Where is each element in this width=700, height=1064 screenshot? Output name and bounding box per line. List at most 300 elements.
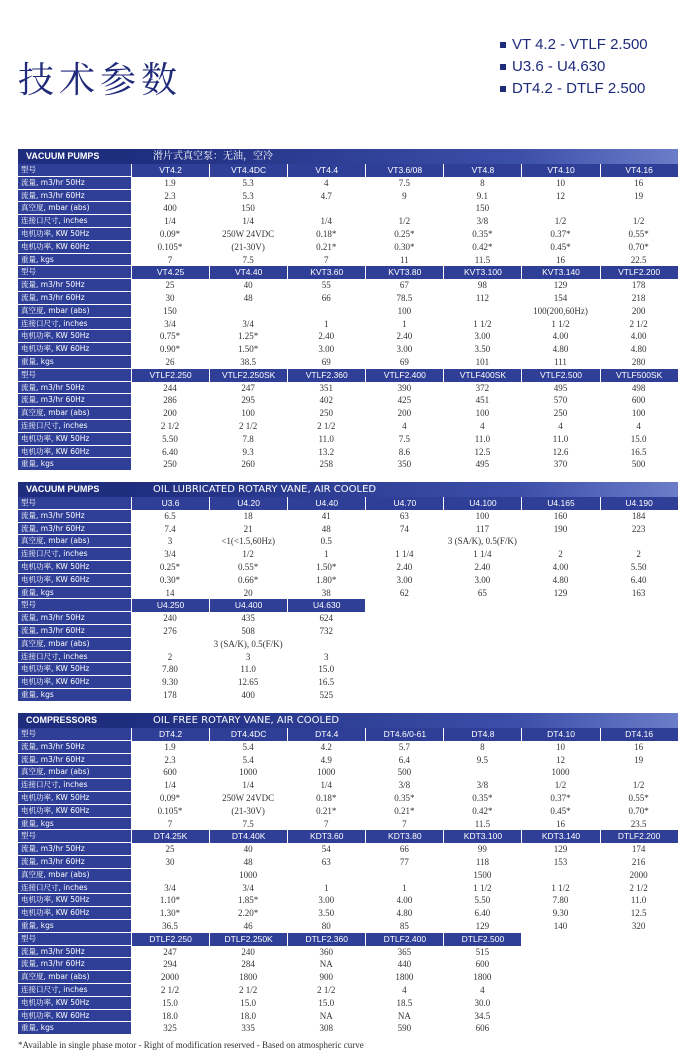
section-header xyxy=(18,149,678,164)
model-range-list xyxy=(500,34,648,100)
value-cell: 0.70* xyxy=(628,241,649,252)
spec-row xyxy=(18,663,678,676)
spec-row xyxy=(18,920,678,933)
spec-row xyxy=(18,907,678,920)
value-cell: 4.9 xyxy=(320,754,332,765)
value-cell: 525 xyxy=(319,689,333,700)
spec-row xyxy=(18,818,678,831)
spec-row xyxy=(18,241,678,254)
row-label: 型号 xyxy=(18,933,131,946)
value-cell: 350 xyxy=(397,459,412,470)
spec-row xyxy=(18,1022,678,1035)
value-cell: 11.0 xyxy=(552,433,569,444)
row-label: 电机功率, KW 60Hz xyxy=(18,1010,131,1023)
model-cell xyxy=(600,599,678,612)
value-cell: 11 xyxy=(399,254,409,265)
row-label: 真空度, mbar (abs) xyxy=(18,766,131,779)
row-label: 电机功率, KW 50Hz xyxy=(18,330,131,343)
value-cell: 6.5 xyxy=(164,510,176,521)
value-cell xyxy=(443,638,521,651)
value-cell: 10 xyxy=(556,741,566,752)
model-cell: DT4.2 xyxy=(131,728,209,741)
value-cell: 240 xyxy=(241,946,255,957)
value-cell: 3/4 xyxy=(164,882,176,893)
value-cell: 18.0 xyxy=(240,1010,257,1021)
row-label: 连接口尺寸, inches xyxy=(18,420,131,433)
section-category: VACUUM PUMPS xyxy=(18,149,131,164)
value-cell: 118 xyxy=(475,856,489,867)
value-cell: 2.3 xyxy=(164,754,176,765)
value-cell: 7.80 xyxy=(162,664,178,675)
value-cell: 38 xyxy=(321,587,331,598)
value-cell: 11.0 xyxy=(474,433,491,444)
value-cell: 4 xyxy=(636,420,641,431)
value-cell xyxy=(600,1010,678,1023)
spec-section xyxy=(18,149,678,471)
row-label: 流量, m3/hr 60Hz xyxy=(18,190,131,203)
spec-row xyxy=(18,458,678,471)
value-cell: 30 xyxy=(165,856,175,867)
row-label: 流量, m3/hr 50Hz xyxy=(18,279,131,292)
value-cell: 100 xyxy=(241,408,255,419)
value-cell: 5.3 xyxy=(242,177,254,188)
section-category: COMPRESSORS xyxy=(18,713,131,728)
value-cell: (21-30V) xyxy=(231,805,265,816)
value-cell: 3/4 xyxy=(164,318,176,329)
value-cell xyxy=(365,651,443,664)
value-cell: 34.5 xyxy=(474,1010,491,1021)
value-cell xyxy=(521,869,599,882)
value-cell: 335 xyxy=(241,1023,255,1034)
row-label: 电机功率, KW 50Hz xyxy=(18,561,131,574)
value-cell: 63 xyxy=(321,856,331,867)
value-cell: 2 xyxy=(636,549,641,560)
value-cell: 41 xyxy=(321,510,331,521)
row-label: 真空度, mbar (abs) xyxy=(18,535,131,548)
value-cell: 7.4 xyxy=(164,523,176,534)
value-cell: 62 xyxy=(399,587,409,598)
value-cell: 0.70* xyxy=(628,805,649,816)
value-cell xyxy=(600,971,678,984)
value-cell: 0.45* xyxy=(550,241,571,252)
value-cell: 1.85* xyxy=(238,895,259,906)
value-cell: 0.25* xyxy=(159,561,181,572)
row-label: 电机功率, KW 60Hz xyxy=(18,241,131,254)
value-cell: 2 1/2 xyxy=(239,984,258,995)
value-cell: 129 xyxy=(553,844,568,855)
model-cell: DTLF2.200 xyxy=(600,830,678,843)
model-cell: DT4.4DC xyxy=(209,728,287,741)
row-label: 重量, kgs xyxy=(18,689,131,702)
model-cell: VTLF2.360 xyxy=(287,369,365,382)
model-row xyxy=(18,164,678,177)
value-cell: 5.50 xyxy=(630,561,647,572)
value-cell: 63 xyxy=(399,510,409,521)
value-cell: 15.0 xyxy=(162,997,178,1008)
spec-row xyxy=(18,1010,678,1023)
value-cell: 1 1/4 xyxy=(395,549,414,560)
value-cell: 8 xyxy=(480,741,485,752)
value-cell: 600 xyxy=(163,767,177,778)
value-cell: 77 xyxy=(399,856,409,867)
value-cell: 295 xyxy=(241,395,255,406)
spec-row xyxy=(18,279,678,292)
value-cell: 5.3 xyxy=(242,190,254,201)
value-cell xyxy=(521,663,599,676)
value-cell: 244 xyxy=(163,382,177,393)
model-cell: DT4.25K xyxy=(131,830,209,843)
row-label: 流量, m3/hr 50Hz xyxy=(18,843,131,856)
value-cell: 154 xyxy=(553,292,568,303)
value-cell: NA xyxy=(319,1010,333,1021)
value-cell: 3/4 xyxy=(242,882,254,893)
value-cell xyxy=(600,766,678,779)
value-cell: 0.21* xyxy=(394,805,415,816)
value-cell: 0.42* xyxy=(472,241,493,252)
model-cell: DTLF2.250K xyxy=(209,933,287,946)
row-label: 连接口尺寸, inches xyxy=(18,882,131,895)
value-cell: 30.0 xyxy=(474,997,491,1008)
value-cell: 2.40 xyxy=(474,561,491,572)
section-description: OIL FREE ROTARY VANE, AIR COOLED xyxy=(131,713,678,728)
value-cell: 3/4 xyxy=(242,318,254,329)
value-cell: 184 xyxy=(631,510,646,521)
spec-row xyxy=(18,446,678,459)
value-cell: 55 xyxy=(321,280,331,291)
value-cell: 100 xyxy=(631,408,646,419)
spec-row xyxy=(18,254,678,267)
value-cell xyxy=(443,663,521,676)
model-cell: KDT3.140 xyxy=(521,830,599,843)
value-cell: 20 xyxy=(243,587,253,598)
value-cell: 129 xyxy=(475,920,490,931)
value-cell: 1 xyxy=(402,318,407,329)
value-cell: 500 xyxy=(631,459,646,470)
value-cell: 150 xyxy=(241,203,255,214)
value-cell: 16.5 xyxy=(318,677,335,688)
value-cell: 1/4 xyxy=(242,216,254,227)
value-cell: 0.21* xyxy=(316,805,337,816)
model-cell: VTLF2.500 xyxy=(521,369,599,382)
value-cell: 200 xyxy=(631,305,646,316)
section-description: OIL LUBRICATED ROTARY VANE, AIR COOLED xyxy=(131,482,678,497)
value-cell: 7.5 xyxy=(242,818,254,829)
spec-row xyxy=(18,420,678,433)
value-cell: 216 xyxy=(631,856,646,867)
value-cell: 284 xyxy=(241,959,255,970)
value-cell: 9.30 xyxy=(162,677,178,688)
value-cell: 1.50* xyxy=(238,344,259,355)
value-cell: 67 xyxy=(399,280,409,291)
value-cell: 5.4 xyxy=(242,741,254,752)
model-cell: VT4.16 xyxy=(600,164,678,177)
model-cell xyxy=(521,933,599,946)
value-cell xyxy=(443,612,521,625)
page-title: 技术参数 xyxy=(18,60,183,101)
model-cell: U4.630 xyxy=(287,599,365,612)
value-cell xyxy=(521,676,599,689)
row-label: 流量, m3/hr 50Hz xyxy=(18,510,131,523)
spec-row xyxy=(18,535,678,548)
value-cell: 11.0 xyxy=(240,664,256,675)
value-cell: 4.80 xyxy=(630,344,647,355)
value-cell: 12 xyxy=(556,754,566,765)
value-cell: 0.105* xyxy=(157,805,183,816)
value-cell: 1 xyxy=(323,882,329,893)
value-cell: 1.10* xyxy=(159,895,181,906)
row-label: 流量, m3/hr 60Hz xyxy=(18,958,131,971)
value-cell: 3.00 xyxy=(396,344,413,355)
spec-row xyxy=(18,882,678,895)
spec-section xyxy=(18,482,678,702)
row-label: 流量, m3/hr 50Hz xyxy=(18,946,131,959)
model-cell: KVT3.140 xyxy=(521,266,599,279)
value-cell: 23.5 xyxy=(630,818,647,829)
value-cell: 1/2 xyxy=(398,216,411,227)
value-cell: 6.40 xyxy=(474,908,491,919)
value-cell xyxy=(521,997,599,1010)
value-cell xyxy=(600,651,678,664)
model-cell xyxy=(365,599,443,612)
value-cell: 7.5 xyxy=(242,254,254,265)
model-cell: VT4.8 xyxy=(443,164,521,177)
value-cell: 2 1/2 xyxy=(239,420,258,431)
value-cell: 0.18* xyxy=(316,228,337,239)
value-cell: 247 xyxy=(163,946,177,957)
value-cell: 4.80 xyxy=(396,908,413,919)
value-cell: 18 xyxy=(243,510,253,521)
section-category: VACUUM PUMPS xyxy=(18,482,131,497)
value-cell: 250 xyxy=(553,408,568,419)
row-label: 电机功率, KW 60Hz xyxy=(18,574,131,587)
value-cell: 4.00 xyxy=(630,331,647,342)
value-cell: 12.5 xyxy=(630,908,647,919)
spec-row xyxy=(18,805,678,818)
row-label: 连接口尺寸, inches xyxy=(18,984,131,997)
model-row xyxy=(18,369,678,382)
spec-row xyxy=(18,971,678,984)
value-cell: 11.5 xyxy=(474,818,491,829)
row-label: 电机功率, KW 60Hz xyxy=(18,446,131,459)
spec-row xyxy=(18,638,678,651)
value-cell: 4.80 xyxy=(552,344,569,355)
row-label: 连接口尺寸, inches xyxy=(18,318,131,331)
value-cell: 9.30 xyxy=(552,908,569,919)
value-cell: 250W 24VDC xyxy=(222,228,275,239)
row-label: 流量, m3/hr 50Hz xyxy=(18,612,131,625)
value-cell: 1.30* xyxy=(159,908,181,919)
value-cell: 3 xyxy=(167,536,173,547)
value-cell: 1/2 xyxy=(632,780,645,791)
value-cell: 11.0 xyxy=(318,433,334,444)
spec-row xyxy=(18,754,678,767)
value-cell: 3.50 xyxy=(318,908,335,919)
value-cell: 100 xyxy=(475,408,490,419)
value-cell: 16 xyxy=(556,254,566,265)
value-cell: 9.3 xyxy=(242,446,254,457)
value-cell xyxy=(600,202,678,215)
spec-row xyxy=(18,587,678,600)
value-cell: 3.00 xyxy=(396,574,413,585)
row-label: 电机功率, KW 50Hz xyxy=(18,997,131,1010)
row-label: 真空度, mbar (abs) xyxy=(18,869,131,882)
row-label: 流量, m3/hr 50Hz xyxy=(18,741,131,754)
value-cell: 1800 xyxy=(395,972,414,983)
value-cell: 440 xyxy=(397,959,412,970)
value-cell: 18.5 xyxy=(396,997,413,1008)
value-cell: 2 1/2 xyxy=(317,420,336,431)
model-cell: KDT3.60 xyxy=(287,830,365,843)
value-cell: 7.8 xyxy=(242,433,254,444)
value-cell xyxy=(521,1010,599,1023)
value-cell: 111 xyxy=(554,356,567,367)
value-cell: 3 xyxy=(323,651,329,662)
value-cell xyxy=(600,638,678,651)
value-cell: 1 1/2 xyxy=(551,318,570,329)
value-cell xyxy=(131,869,209,882)
value-cell: 570 xyxy=(553,395,568,406)
value-cell: 16 xyxy=(634,177,644,188)
spec-row xyxy=(18,612,678,625)
value-cell: 0.42* xyxy=(472,805,493,816)
spec-row xyxy=(18,177,678,190)
value-cell xyxy=(600,625,678,638)
row-label: 流量, m3/hr 60Hz xyxy=(18,856,131,869)
value-cell: 40 xyxy=(243,280,253,291)
value-cell: 1.25* xyxy=(238,331,259,342)
value-cell: 140 xyxy=(553,920,568,931)
value-cell: 360 xyxy=(319,946,333,957)
model-row xyxy=(18,830,678,843)
value-cell: 508 xyxy=(241,625,255,636)
model-cell: VT4.40 xyxy=(209,266,287,279)
value-cell: 2 1/2 xyxy=(160,420,180,431)
value-cell: 1.9 xyxy=(164,741,176,752)
value-cell: 8 xyxy=(480,177,485,188)
value-cell: 16.5 xyxy=(630,446,647,457)
value-cell: 7.5 xyxy=(398,433,410,444)
spec-row xyxy=(18,997,678,1010)
spec-row xyxy=(18,202,678,215)
model-cell: VTLF2.400 xyxy=(365,369,443,382)
value-cell: 0.18* xyxy=(316,792,337,803)
row-label: 型号 xyxy=(18,599,131,612)
value-cell: 0.55* xyxy=(238,561,259,572)
value-cell: 600 xyxy=(631,395,646,406)
value-cell xyxy=(365,612,443,625)
model-cell: VT4.4 xyxy=(287,164,365,177)
value-cell: 12.65 xyxy=(238,677,259,688)
value-cell: 3 xyxy=(245,651,251,662)
value-cell: 435 xyxy=(241,613,255,624)
value-cell: 5.7 xyxy=(398,741,410,752)
value-cell: 160 xyxy=(553,510,568,521)
value-cell: 48 xyxy=(243,292,253,303)
spec-row xyxy=(18,869,678,882)
value-cell: 1/4 xyxy=(320,216,332,227)
value-cell: 12.5 xyxy=(474,446,491,457)
value-cell: 2.40 xyxy=(396,331,413,342)
value-cell: 174 xyxy=(631,844,646,855)
value-cell: 4.7 xyxy=(320,190,332,201)
value-cell: 100(200,60Hz) xyxy=(533,305,588,316)
model-cell: U4.250 xyxy=(131,599,209,612)
value-cell: 0.55* xyxy=(628,792,649,803)
spec-row xyxy=(18,779,678,792)
value-cell: 2 1/2 xyxy=(629,318,648,329)
value-cell: 7 xyxy=(167,254,173,265)
value-cell: 0.09* xyxy=(159,228,181,239)
value-cell: 4 xyxy=(480,984,485,995)
value-cell: 240 xyxy=(163,613,177,624)
value-cell xyxy=(365,535,443,548)
spec-row xyxy=(18,741,678,754)
value-cell: 1.80* xyxy=(316,574,337,585)
value-cell xyxy=(443,689,521,702)
spec-row xyxy=(18,792,678,805)
value-cell: 2.3 xyxy=(164,190,176,201)
value-cell: 732 xyxy=(319,625,333,636)
row-label: 流量, m3/hr 60Hz xyxy=(18,394,131,407)
bullet-icon xyxy=(500,64,506,70)
spec-row xyxy=(18,433,678,446)
value-cell xyxy=(600,958,678,971)
value-cell: 2 xyxy=(558,549,563,560)
row-label: 连接口尺寸, inches xyxy=(18,651,131,664)
model-cell: VT4.4DC xyxy=(209,164,287,177)
model-range-item: U3.6 - U4.630 xyxy=(500,56,648,78)
value-cell: 320 xyxy=(631,920,646,931)
model-cell xyxy=(521,599,599,612)
value-cell: 15.0 xyxy=(318,997,335,1008)
value-cell: 3.00 xyxy=(318,344,335,355)
value-cell: 0.35* xyxy=(472,792,493,803)
value-cell xyxy=(521,202,599,215)
value-cell: 2 1/2 xyxy=(160,984,180,995)
value-cell: 9.1 xyxy=(476,190,489,201)
model-cell: DTLF2.500 xyxy=(443,933,521,946)
row-label: 连接口尺寸, inches xyxy=(18,215,131,228)
value-cell: 250W 24VDC xyxy=(222,792,275,803)
value-cell: 4 xyxy=(480,420,485,431)
value-cell: 1 1/2 xyxy=(473,882,492,893)
value-cell xyxy=(443,676,521,689)
value-cell: 1.9 xyxy=(164,177,176,188)
value-cell: 1 1/2 xyxy=(473,318,492,329)
value-cell: 98 xyxy=(477,280,487,291)
model-cell: U4.100 xyxy=(443,497,521,510)
value-cell: 400 xyxy=(163,203,177,214)
value-cell: 294 xyxy=(163,959,177,970)
spec-row xyxy=(18,356,678,369)
value-cell: NA xyxy=(319,959,333,970)
spec-row xyxy=(18,407,678,420)
value-cell xyxy=(443,766,521,779)
spec-row xyxy=(18,523,678,536)
value-cell: 19 xyxy=(634,190,644,201)
spec-row xyxy=(18,894,678,907)
row-label: 重量, kgs xyxy=(18,818,131,831)
row-label: 重量, kgs xyxy=(18,920,131,933)
value-cell: 1 xyxy=(402,882,407,893)
value-cell: 2.20* xyxy=(238,908,259,919)
value-cell: 65 xyxy=(477,587,487,598)
value-cell: 0.105* xyxy=(157,241,183,252)
model-cell: VT4.25 xyxy=(131,266,209,279)
section-header xyxy=(18,482,678,497)
value-cell xyxy=(521,638,599,651)
spec-row xyxy=(18,958,678,971)
